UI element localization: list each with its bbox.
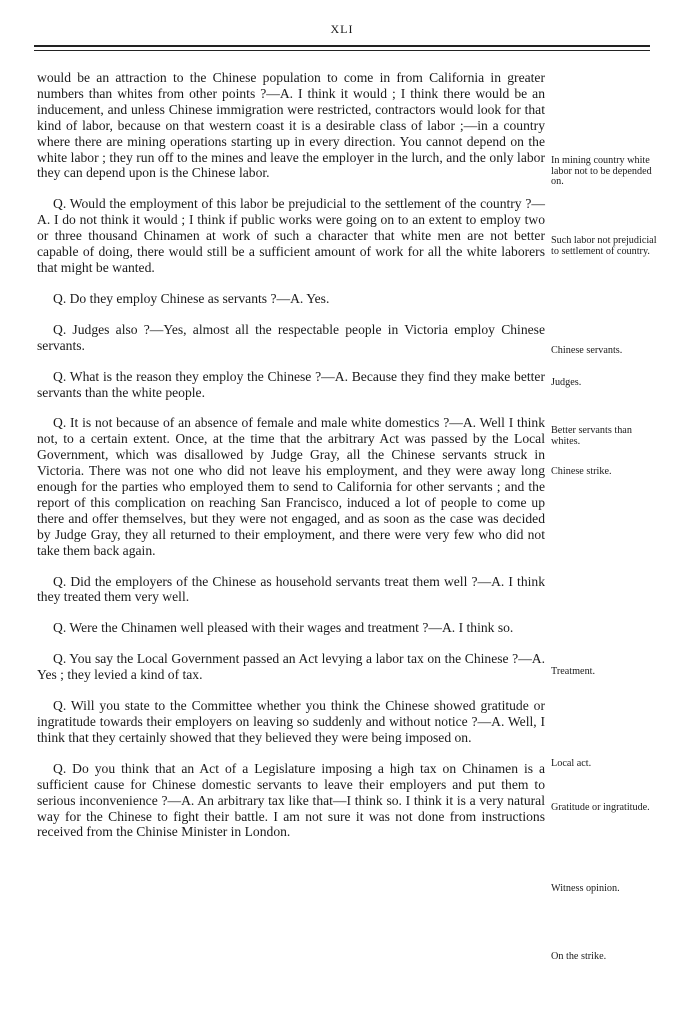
side-note-judges: Judges.	[551, 377, 582, 388]
paragraph-treatment: Q. Did the employers of the Chinese as household servants treat them well ?—A. I think they treated them very well.	[37, 573, 545, 605]
side-note-witness: Witness opinion.	[551, 883, 620, 894]
paragraph-gratitude: Q. Will you state to the Committee whether you think the Chinese showed gratitude or ingratitude towards their employers on leaving so suddenly and without notice ?—A. Well, I think that they certainly showed that they believed they were being imposed on.	[37, 698, 545, 745]
header-rule-thick	[34, 45, 650, 47]
side-note-servants: Chinese servants.	[551, 345, 623, 356]
paragraph-reason: Q. What is the reason they employ the Chinese ?—A. Because they find they make better servants than the white people.	[37, 368, 545, 400]
paragraph-continuation: would be an attraction to the Chinese population to come in from California in greater numbers than whites from other points ?—A. I think it would ; I think there would be an inducement, and unless Chinese immigration were restricted, contractors would look for that kind of labor, because on that western coast it is a desirable class of labor ;—in a country where there are mining operations starting up in every direction. You cannot depend on the white labor ; they run off to the mines and leave the employer in the lurch, and the only labor they can depend upon is the Chinese labor.	[37, 70, 545, 181]
side-note-mining: In mining country white labor not to be depended on.	[551, 155, 652, 188]
side-note-local-act: Local act.	[551, 758, 592, 769]
side-note-settlement: Such labor not prejudicial to settlement of country.	[551, 235, 657, 257]
header-rule-thin	[34, 50, 650, 51]
side-note-strike: Chinese strike.	[551, 466, 612, 477]
paragraph-local-act: Q. You say the Local Government passed an Act levying a labor tax on the Chinese ?—A. Yes ; they levied a kind of tax.	[37, 651, 545, 683]
paragraph-servants: Q. Do they employ Chinese as servants ?—A. Yes.	[53, 290, 330, 306]
side-note-treatment: Treatment.	[551, 666, 596, 677]
paragraph-judges: Q. Judges also ?—Yes, almost all the respectable people in Victoria employ Chinese servants.	[37, 321, 545, 353]
paragraph-settlement: Q. Would the employment of this labor be prejudicial to the settlement of the country ?—A. I do not think it would ; I think if public works were going on to an extent to employ two or three thousand Chinamen at work of such a character that white men are not better capable of doing, there would still be a sufficient amount of work for all the white laborers that might be wanted.	[37, 196, 545, 275]
paragraph-wages: Q. Were the Chinamen well pleased with their wages and treatment ?—A. I think so.	[53, 620, 514, 636]
paragraph-legislature: Q. Do you think that an Act of a Legislature imposing a high tax on Chinamen is a sufficient cause for Chinese domestic servants to leave their employers and put them to serious inconvenience ?—A. An arbitrary tax like that—I think so. I think it is a very natural way for the Chinese to fight their battle. I am not sure it was not done from instructions received from the Chinise Minister in London.	[37, 760, 545, 840]
side-note-gratitude: Gratitude or ingratitude.	[551, 802, 650, 813]
side-note-on-strike: On the strike.	[551, 951, 607, 962]
side-note-better-servants: Better servants than whites.	[551, 425, 632, 447]
body-text	[37, 70, 545, 840]
page-number: XLI	[330, 22, 354, 36]
paragraph-strike: Q. It is not because of an absence of female and male white domestics ?—A. Well I think not, to a certain extent. Once, at the time that the arbitrary Act was passed by the Local Government, which was disallowed by Judge Gray, all the Chinese servants struck in Victoria. There was not one who did not leave his employment, and they were away long enough for the parties who employed them to send to California for other servants ; and the report of this complication on reaching San Francisco, induced a lot of people to come up there and offer themselves, but they were not engaged, and as soon as the case was decided by Judge Gray, they all returned to their employment, and there were very few who did not take them back again.	[37, 415, 545, 558]
